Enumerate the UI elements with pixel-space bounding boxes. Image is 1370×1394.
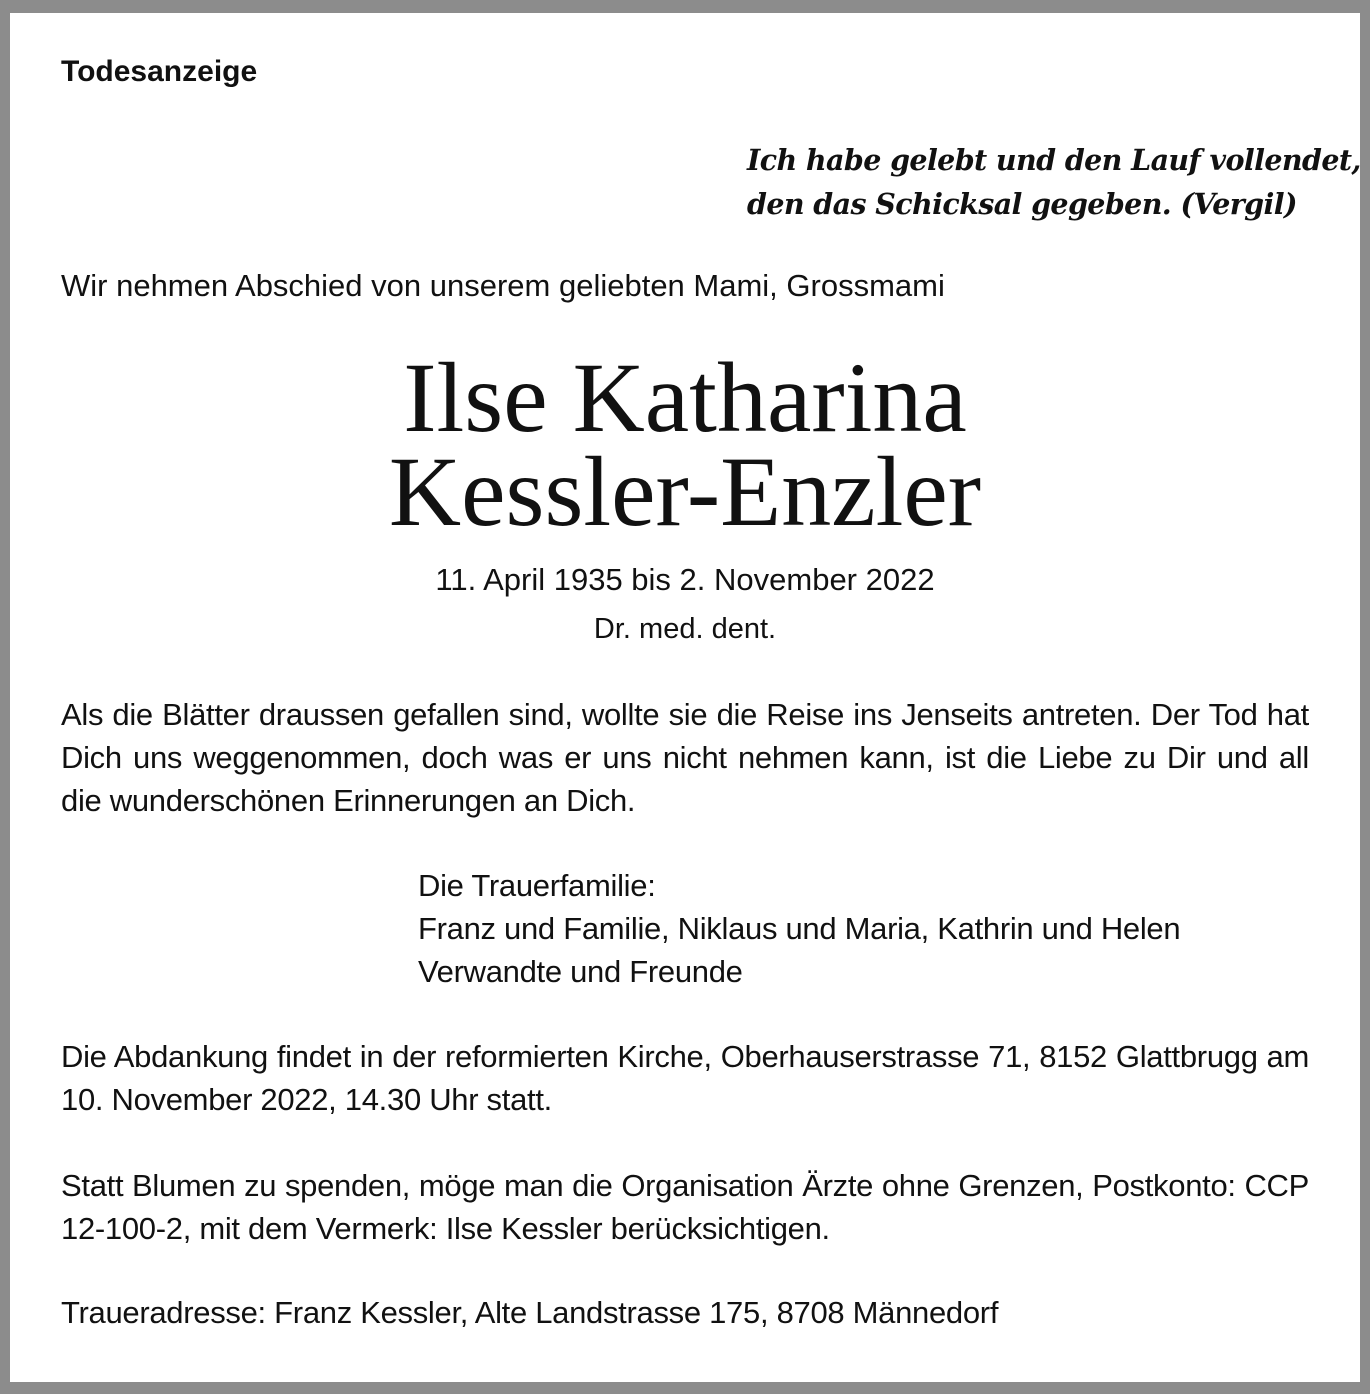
mourning-address: Traueradresse: Franz Kessler, Alte Landstrasse 175, 8708 Männedorf (61, 1295, 999, 1330)
deceased-first-names: Ilse Katharina (403, 342, 967, 453)
vergil-quote (747, 138, 1361, 226)
family-others: Verwandte und Freunde (418, 954, 743, 989)
funeral-service-paragraph: Die Abdankung findet in der reformierten Kirche, Oberhauserstrasse 71, 8152 Glattbrugg am 10. November 2022, 14.30 Uhr statt. (61, 1039, 1309, 1117)
notice-heading: Todesanzeige (61, 55, 258, 88)
quote-line-1: Ich habe gelebt und den Lauf vollendet, (747, 143, 1361, 177)
memorial-paragraph: Als die Blätter draussen gefallen sind, wollte sie die Reise ins Jenseits antreten. Der Tod hat Dich uns weggenommen, doch was er uns nicht nehmen kann, ist die Liebe zu Dir und all die wunderschönen Erinnerungen an Dich. (61, 697, 1309, 818)
intro-text: Wir nehmen Abschied von unserem geliebten Mami, Grossmami (61, 268, 945, 303)
deceased-name (0, 342, 1370, 547)
family-label: Die Trauerfamilie: (418, 868, 656, 903)
donation-paragraph: Statt Blumen zu spenden, möge man die Organisation Ärzte ohne Grenzen, Postkonto: CCP 12-100-2, mit dem Vermerk: Ilse Kessler berücksichtigen. (61, 1168, 1309, 1246)
life-dates: 11. April 1935 bis 2. November 2022 (435, 562, 935, 597)
academic-title: Dr. med. dent. (593, 613, 777, 645)
quote-line-2: den das Schicksal gegeben. (Vergil) (747, 187, 1297, 221)
mourning-family (418, 864, 1318, 993)
deceased-surname: Kessler-Enzler (388, 436, 982, 547)
family-members: Franz und Familie, Niklaus und Maria, Kathrin und Helen (418, 911, 1181, 946)
